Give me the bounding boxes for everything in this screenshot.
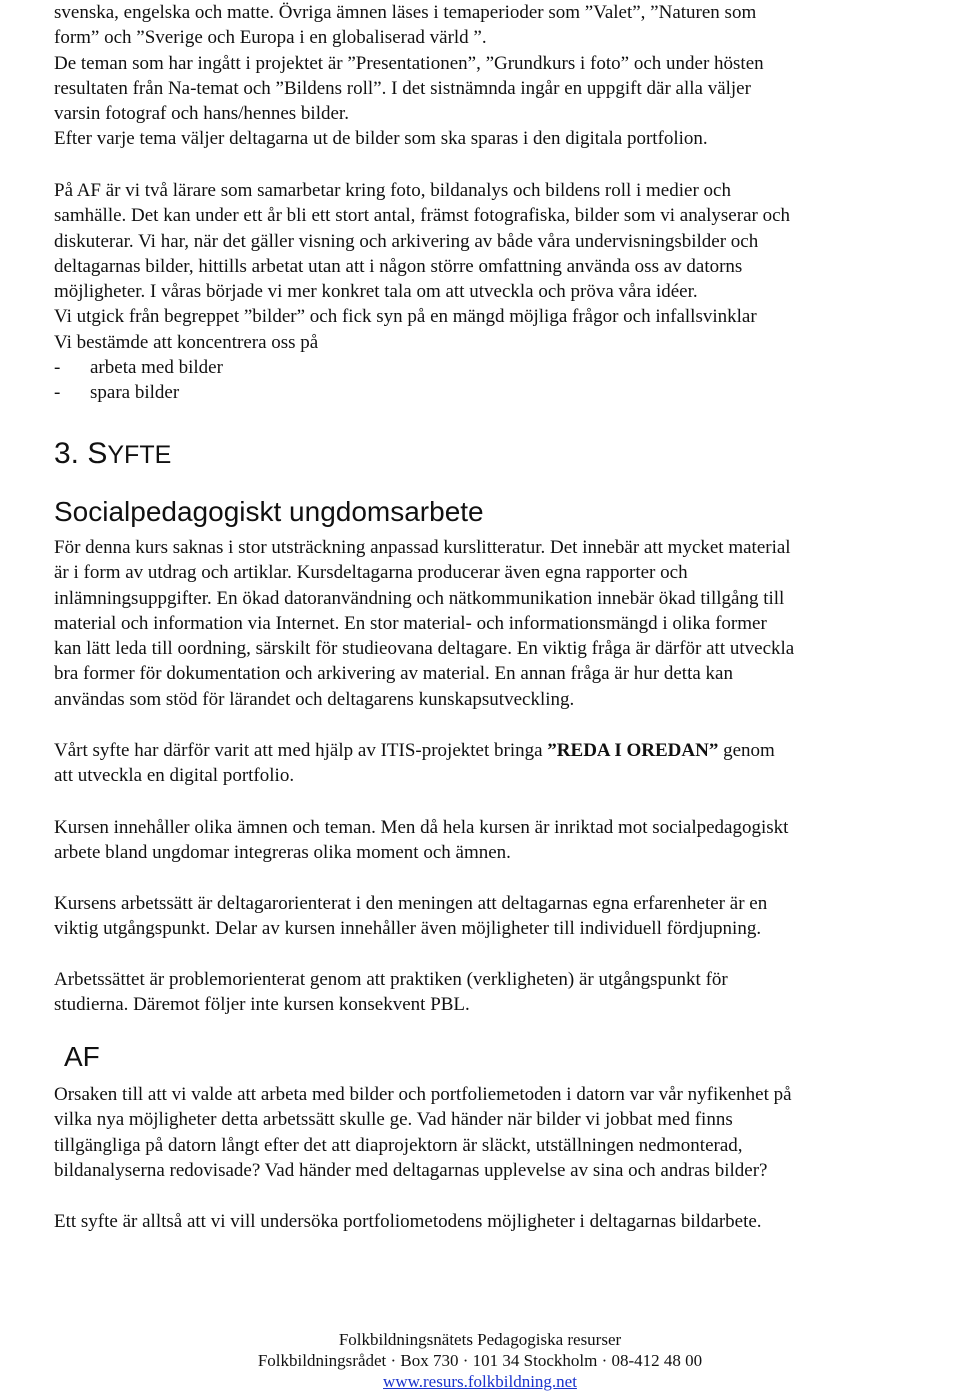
footer-address: Folkbildningsrådet · Box 730 · 101 34 Stockholm · 08-412 48 00 <box>257 1351 703 1370</box>
purpose-text-end: genom <box>718 740 775 761</box>
text-line: kan lätt leda till oordning, särskilt för studieovana deltagare. En viktig fråga är därför att utveckla <box>54 638 795 660</box>
section-number: 3. S <box>54 437 108 470</box>
text-line: diskuterar. Vi har, när det gäller visning och arkivering av både våra undervisningsbilder och <box>54 230 759 252</box>
text-line: Orsaken till att vi valde att arbeta med bilder och portfoliemetoden i datorn var vår nyfikenhet på <box>54 1084 792 1105</box>
text-line: De teman som har ingått i projektet är ”Presentationen”, ”Grundkurs i foto” och under hösten <box>54 52 764 74</box>
text-line: arbete bland ungdomar integreras olika moment och ämnen. <box>54 842 511 864</box>
text-line: För denna kurs saknas i stor utsträckning anpassad kurslitteratur. Det innebär att mycket material <box>54 537 791 558</box>
text-line: är i form av utdrag och artiklar. Kursdeltagarna producerar även egna rapporter och <box>54 562 688 584</box>
paragraph-working-method <box>54 891 924 942</box>
text-line: möjligheter. I våras började vi mer konkret tala om att utveckla och pröva våra idéer. <box>54 281 698 303</box>
text-line: På AF är vi två lärare som samarbetar kring foto, bildanalys och bildens roll i medier och <box>54 180 731 201</box>
text-line: tillgängliga på datorn långt efter det att diaprojektorn är släckt, utställningen nedmonterad, <box>54 1134 743 1156</box>
list-item <box>54 355 924 380</box>
footer-website-link[interactable]: www.resurs.folkbildning.net <box>383 1372 577 1391</box>
text-line: deltagarnas bilder, hittills arbetat utan att i någon större omfattning använda oss av datorns <box>54 255 743 277</box>
list-dash: - <box>54 357 61 379</box>
text-line: Kursen innehåller olika ämnen och teman. Men då hela kursen är inriktad mot socialpedagogiskt <box>54 817 789 838</box>
paragraph-curiosity <box>54 1082 924 1183</box>
section-title: YFTE <box>107 441 172 469</box>
text-line: samhälle. Det kan under ett år bli ett stort antal, främst fotografiska, bilder som vi analyserar och <box>54 205 791 227</box>
paragraph-aim <box>54 1209 924 1234</box>
paragraph-theme-periods <box>54 0 924 152</box>
text-line: material och information via Internet. En stor material- och informationsmängd i olika former <box>54 612 767 634</box>
text-line: Vi utgick från begreppet ”bilder” och fick syn på en mängd möjliga frågor och infallsvinklar <box>54 306 757 328</box>
purpose-text: Vårt syfte har därför varit att med hjälp av ITIS-projektet bringa <box>54 740 548 761</box>
text-line: varsin fotograf och hans/hennes bilder. <box>54 103 349 125</box>
paragraph-af-teachers <box>54 178 924 406</box>
text-line: viktig utgångspunkt. Delar av kursen innehåller även möjligheter till individuell fördjupning. <box>54 918 762 940</box>
subheading-socialpedagogiskt: Socialpedagogiskt ungdomsarbete <box>54 496 484 527</box>
list-item-text: arbeta med bilder <box>90 357 223 379</box>
text-line: Efter varje tema väljer deltagarna ut de bilder som ska sparas i den digitala portfolion. <box>54 128 708 150</box>
text-line: studierna. Däremot följer inte kursen konsekvent PBL. <box>54 994 470 1016</box>
text-line <box>54 738 924 763</box>
text-line: Ett syfte är alltså att vi vill undersöka portfoliometodens möjligheter i deltagarnas bildarbete. <box>54 1211 762 1232</box>
paragraph-problem-oriented <box>54 967 924 1018</box>
text-line: Kursens arbetssätt är deltagarorienterat i den meningen att deltagarnas egna erfarenheter är en <box>54 893 768 914</box>
text-line: att utveckla en digital portfolio. <box>54 765 295 787</box>
list-item-text: spara bilder <box>90 382 180 404</box>
text-line: bildanalyserna redovisade? Vad händer med deltagarnas upplevelse av sina och andras bilder? <box>54 1159 768 1181</box>
page-footer <box>0 1329 960 1392</box>
text-line: resultaten från Na-temat och ”Bildens roll”. I det sistnämnda ingår en uppgift där alla väljer <box>54 77 751 99</box>
af-heading: AF <box>64 1041 100 1072</box>
text-line: svenska, engelska och matte. Övriga ämnen läses i temaperioder som ”Valet”, ”Naturen som <box>54 2 757 23</box>
text-line: Arbetssättet är problemorienterat genom att praktiken (verkligheten) är utgångspunkt för <box>54 969 728 990</box>
text-line: bra former för dokumentation och arkivering av material. En annan fråga är hur detta kan <box>54 663 733 685</box>
text-line: vilka nya möjligheter detta arbetssätt skulle ge. Vad händer när bilder vi jobbat med finns <box>54 1109 733 1131</box>
section-heading <box>54 436 171 473</box>
list-item <box>54 380 924 405</box>
text-line: Vi bestämde att koncentrera oss på <box>54 331 319 353</box>
text-line: inlämningsuppgifter. En ökad datoranvändning och nätkommunikation innebär ökad tillgång till <box>54 587 785 609</box>
paragraph-purpose <box>54 738 924 789</box>
paragraph-course-content <box>54 815 924 866</box>
list-dash: - <box>54 382 61 404</box>
footer-title: Folkbildningsnätets Pedagogiska resurser <box>338 1330 622 1349</box>
paragraph-course-material <box>54 535 924 712</box>
text-line: form” och ”Sverige och Europa i en globaliserad värld ”. <box>54 27 487 49</box>
purpose-emphasis: ”REDA I OREDAN” <box>547 740 719 761</box>
text-line: användas som stöd för lärandet och deltagarens kunskapsutveckling. <box>54 688 575 710</box>
